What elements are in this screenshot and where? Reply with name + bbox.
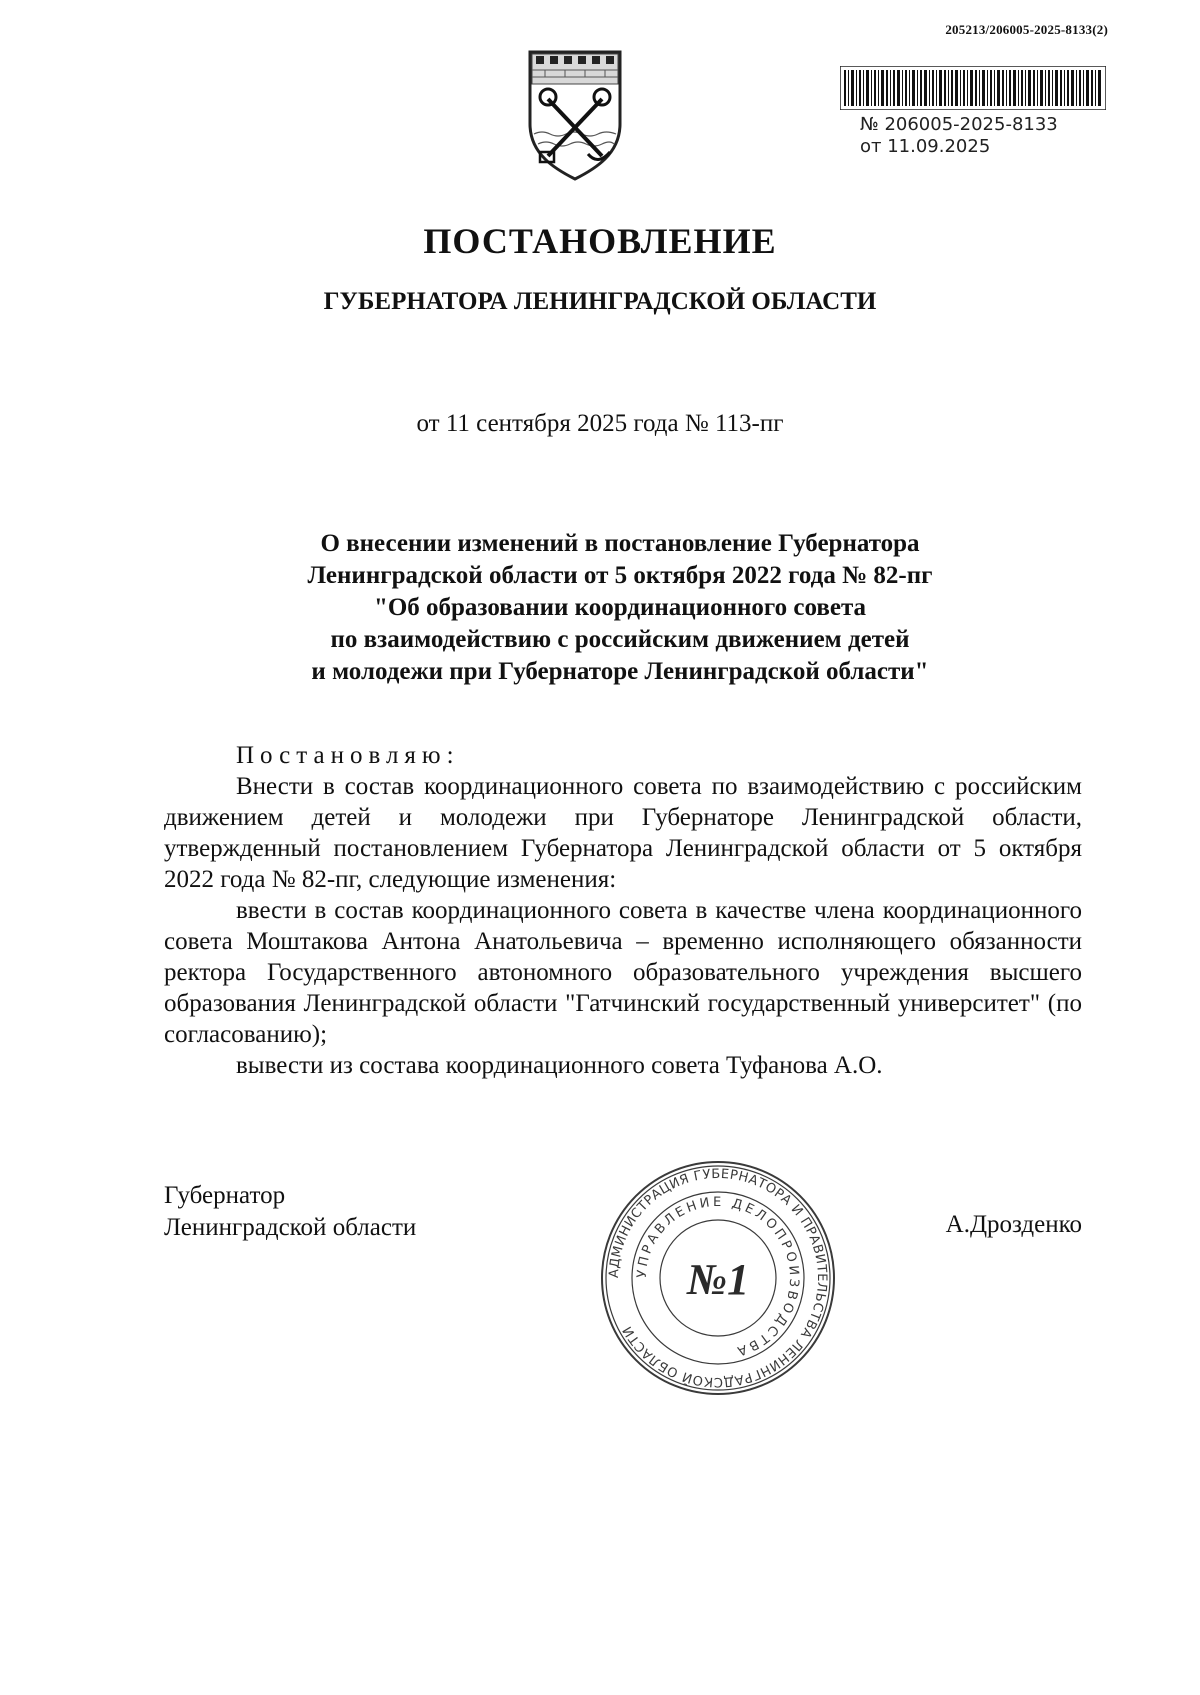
- signatory-name: А.Дрозденко: [945, 1211, 1082, 1238]
- heading-line: О внесении изменений в постановление Губернатора: [320, 530, 920, 557]
- stamp-number: №1: [686, 1255, 750, 1304]
- official-stamp-icon: [596, 1156, 840, 1400]
- document-id: 205213/206005-2025-8133(2): [945, 22, 1108, 37]
- document-body: [164, 740, 1082, 1081]
- body-paragraph: ввести в состав координационного совета в качестве члена координационного совета Моштакова Антона Анатольевича – временно исполняющего обязанности ректора Государственного автономного образовательного учреждения высшего образования Ленинградской области "Гатчинский государственный университет" (по согласованию);: [164, 897, 1082, 1048]
- stamp-inner-text: УПРАВЛЕНИЕ ДЕЛОПРОИЗВОДСТВА: [634, 1194, 802, 1359]
- heading-line: по взаимодействию с российским движением детей: [330, 626, 910, 653]
- registration-number: № 206005-2025-8133: [860, 114, 1058, 135]
- coat-of-arms-icon: [520, 44, 630, 184]
- document-date-number: от 11 сентября 2025 года № 113-пг: [416, 410, 784, 437]
- body-paragraph: вывести из состава координационного совета Туфанова А.О.: [236, 1052, 883, 1079]
- heading-line: "Об образовании координационного совета: [373, 594, 867, 621]
- body-paragraph: Внести в состав координационного совета по взаимодействию с российским движением детей и молодежи при Губернаторе Ленинградской области, утвержденный постановлением Губернатора Ленинградской области от 5 октября 2022 года № 82-пг, следующие изменения:: [164, 773, 1082, 893]
- barcode-icon: [840, 66, 1106, 110]
- signatory-position-line: Ленинградской области: [164, 1214, 417, 1241]
- registration-block: [860, 114, 1058, 158]
- heading-line: Ленинградской области от 5 октября 2022 года № 82-пг: [307, 562, 933, 589]
- document-heading: [170, 528, 1070, 688]
- document-title: ПОСТАНОВЛЕНИЕ: [423, 221, 777, 261]
- document-subtitle: ГУБЕРНАТОРА ЛЕНИНГРАДСКОЙ ОБЛАСТИ: [323, 288, 877, 315]
- decree-lead: Постановляю:: [236, 742, 460, 769]
- registration-date: от 11.09.2025: [860, 136, 991, 157]
- signatory-position-line: Губернатор: [164, 1182, 286, 1209]
- signatory-position: [164, 1180, 416, 1244]
- heading-line: и молодежи при Губернаторе Ленинградской области": [311, 658, 929, 685]
- stamp-outer-text: АДМИНИСТРАЦИЯ ГУБЕРНАТОРА И ПРАВИТЕЛЬСТВА ЛЕНИНГРАДСКОЙ ОБЛАСТИ: [606, 1166, 830, 1390]
